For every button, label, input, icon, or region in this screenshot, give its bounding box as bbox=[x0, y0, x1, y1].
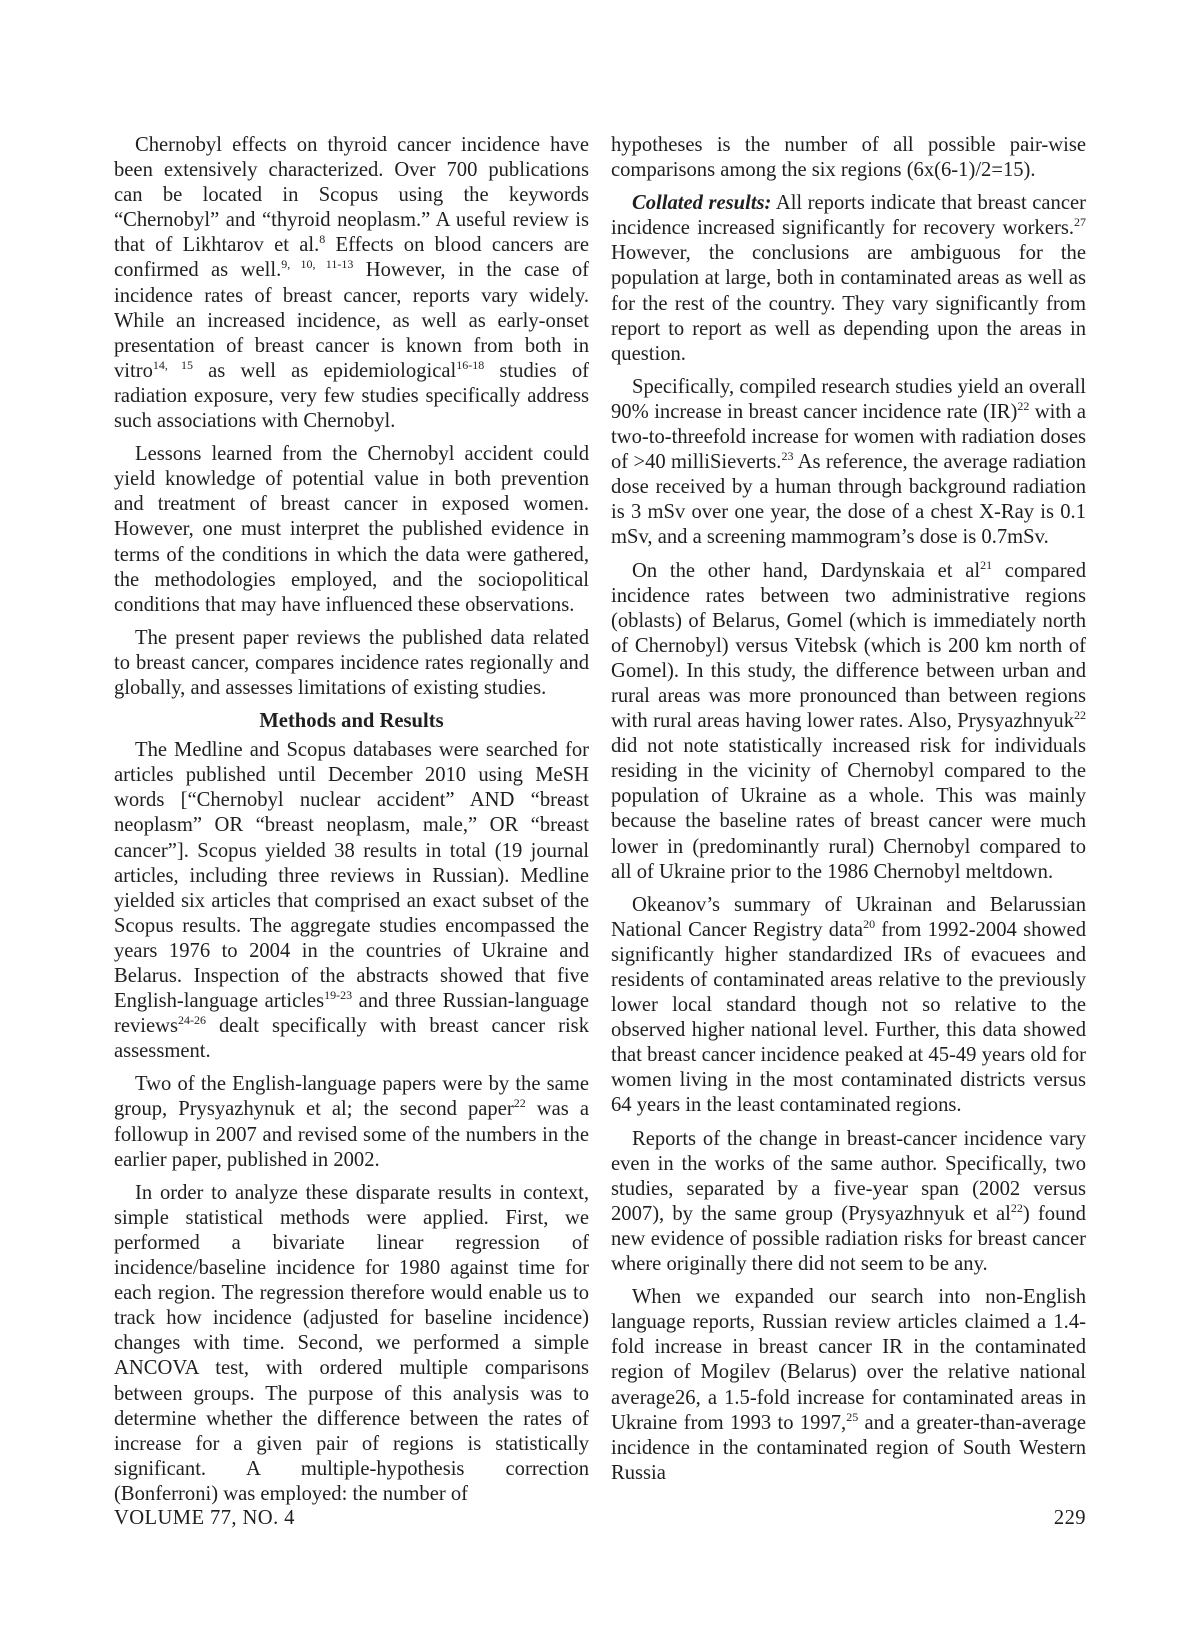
paragraph-okeanov bbox=[611, 893, 1086, 1119]
text-run: On the other hand, Dardynskaia et al bbox=[632, 559, 981, 582]
volume-label: VOLUME 77, NO. 4 bbox=[114, 1507, 295, 1529]
text-run: However, in the case of incidence rates of breast cancer, reports vary widely. While an increased incidence, as well as early-onset presentation of breast cancer is known from both in vitro bbox=[114, 259, 589, 382]
text-run: Chernobyl effects on thyroid cancer incidence have been extensively characterized. Over 700 publications can be located in Scopus using the keywords “Chernobyl” and “thyroid neoplasm.” A useful review is that of Likhtarov et al. bbox=[114, 134, 589, 257]
text-run: Reports of the change in breast-cancer incidence vary even in the works of the same author. Specifically, two studies, separated by a five-year span (2002 versus 2007), by the same group (Prysyazhnyuk et al bbox=[611, 1127, 1086, 1225]
text-run: did not note statistically increased risk for individuals residing in the vicinity of Chernobyl compared to the population of Ukraine as a whole. This was mainly because the baseline rates of breast cancer were much lower in (predominantly rural) Chernobyl compared to all of Ukraine prior to the 1986 Chernobyl meltdown. bbox=[611, 735, 1086, 883]
text-run: The Medline and Scopus databases were searched for articles published until December 2010 using MeSH words [“Chernobyl nuclear accident” AND “breast neoplasm” OR “breast neoplasm, male,” OR “breast cancer”]. Scopus yielded 38 results in total (19 journal articles, including three reviews in Russian). Medline yielded six articles that comprised an exact subset of the Scopus results. The aggregate studies encompassed the years 1976 to 2004 in the countries of Ukraine and Belarus. Inspection of the abstracts showed that five English-language articles bbox=[114, 739, 589, 1013]
paragraph-incidence-increase bbox=[611, 375, 1086, 551]
citation-superscript: 23 bbox=[781, 449, 794, 464]
text-run: was a followup in 2007 and revised some of the numbers in the earlier paper, published in 2002. bbox=[114, 1098, 589, 1171]
text-run: Specifically, compiled research studies yield an overall 90% increase in breast cancer incidence rate (IR) bbox=[611, 375, 1086, 423]
paragraph-statistical-methods: In order to analyze these disparate results in context, simple statistical methods were applied. First, we performed a bivariate linear regression of incidence/baseline incidence for 1980 against time for each region. The regression therefore would enable us to track how incidence (adjusted for baseline incidence) changes with time. Second, we performed a simple ANCOVA test, with ordered multiple comparisons between groups. The purpose of this analysis was to determine whether the difference between the rates of increase for a given pair of regions is statistically significant. A multiple-hypothesis correction (Bonferroni) was employed: the number of bbox=[114, 1181, 589, 1505]
text-run: studies of radiation exposure, very few studies specifically address such associations with Chernobyl. bbox=[114, 359, 589, 433]
text-run: with a two-to-threefold increase for women with radiation doses of >40 milliSieverts. bbox=[611, 400, 1086, 474]
text-run: and three Russian-language reviews bbox=[114, 990, 589, 1038]
citation-superscript: 9, 10, 11-13 bbox=[281, 257, 354, 272]
citation-superscript: 27 bbox=[1074, 215, 1086, 230]
paragraph-reports-change bbox=[611, 1127, 1086, 1278]
citation-superscript: 21 bbox=[980, 557, 993, 572]
text-run: Two of the English-language papers were by the same group, Prysyazhynuk et al; the second paper bbox=[114, 1073, 589, 1121]
text-run: Effects on blood cancers are confirmed as well. bbox=[114, 234, 589, 282]
text-run: ) found new evidence of possible radiation risks for breast cancer where originally there did not seem to be any. bbox=[611, 1202, 1086, 1276]
text-run: compared incidence rates between two administrative regions (oblasts) of Belarus, Gomel (which is immediately north of Chernobyl) versus Vitebsk (which is 200 km north of Gomel). In this study, the difference between urban and rural areas was more pronounced than between regions with rural areas having lower rates. Also, Prysyazhnyuk bbox=[611, 559, 1086, 733]
citation-superscript: 19-23 bbox=[324, 988, 353, 1003]
citation-superscript: 16-18 bbox=[456, 357, 485, 372]
text-run: When we expanded our search into non-English language reports, Russian review articles claimed a 1.4-fold increase in breast cancer IR in the contaminated region of Mogilev (Belarus) over the relative national average26, a 1.5-fold increase for contaminated areas in Ukraine from 1993 to 1997, bbox=[611, 1286, 1086, 1434]
paragraph-lessons-learned: Lessons learned from the Chernobyl accident could yield knowledge of potential value in both prevention and treatment of breast cancer in exposed women. However, one must interpret the published evidence in terms of the conditions in which the data were gathered, the methodologies employed, and the sociopolitical conditions that may have influenced these observations. bbox=[114, 443, 589, 616]
paragraph-non-english-reports bbox=[611, 1285, 1086, 1486]
citation-superscript: 22 bbox=[1017, 398, 1030, 413]
citation-superscript: 14, 15 bbox=[152, 357, 193, 372]
left-column bbox=[114, 133, 589, 1515]
text-run: dealt specifically with breast cancer risk assessment. bbox=[114, 1015, 589, 1063]
citation-superscript: 25 bbox=[846, 1409, 859, 1424]
paragraph-english-papers bbox=[114, 1072, 589, 1172]
text-run: and a greater-than-average incidence in the contaminated region of South Western Russia bbox=[611, 1411, 1087, 1484]
text-run: from 1992-2004 showed significantly higher standardized IRs of evacuees and residents of contaminated areas relative to the previously lower local standard though not so relative to the observed higher national level. Further, this data showed that breast cancer incidence peaked at 45-49 years old for women living in the most contaminated districts versus 64 years in the least contaminated regions. bbox=[611, 918, 1086, 1117]
citation-superscript: 22 bbox=[1074, 708, 1086, 723]
citation-superscript: 8 bbox=[319, 232, 326, 247]
citation-superscript: 20 bbox=[863, 916, 876, 931]
text-run: All reports indicate that breast cancer incidence increased significantly for recovery workers. bbox=[611, 192, 1086, 240]
paragraph-database-search bbox=[114, 738, 589, 1064]
section-heading-methods-results: Methods and Results bbox=[259, 710, 444, 733]
text-run: Okeanov’s summary of Ukrainan and Belarussian National Cancer Registry data bbox=[611, 893, 1086, 941]
paragraph-dardynskaia bbox=[611, 559, 1086, 885]
paragraph-collated-results bbox=[611, 191, 1086, 367]
paragraph-thyroid-effects bbox=[114, 133, 589, 434]
right-column bbox=[611, 133, 1086, 1494]
text-run: As reference, the average radiation dose received by a human through background radiation is 3 mSv over one year, the dose of a chest X-Ray is 0.1 mSv, and a screening mammogram’s dose is 0.7mSv. bbox=[611, 451, 1086, 549]
text-run: However, the conclusions are ambiguous for the population at large, both in contaminated areas as well as for the rest of the country. They vary significantly from report to report as well as depending upon the areas in question. bbox=[611, 242, 1086, 365]
paragraph-present-paper: The present paper reviews the published data related to breast cancer, compares incidence rates regionally and globally, and assesses limitations of existing studies. bbox=[114, 626, 589, 699]
paragraph-hypotheses-continued: hypotheses is the number of all possible pair-wise comparisons among the six regions (6x(6-1)/2=15). bbox=[611, 134, 1086, 182]
citation-superscript: 24-26 bbox=[178, 1013, 207, 1028]
run-in-heading: Collated results: bbox=[632, 192, 772, 215]
page-number: 229 bbox=[1053, 1507, 1086, 1529]
text-run: as well as epidemiological bbox=[192, 359, 457, 382]
citation-superscript: 22 bbox=[513, 1096, 526, 1111]
citation-superscript: 22 bbox=[1010, 1200, 1023, 1215]
